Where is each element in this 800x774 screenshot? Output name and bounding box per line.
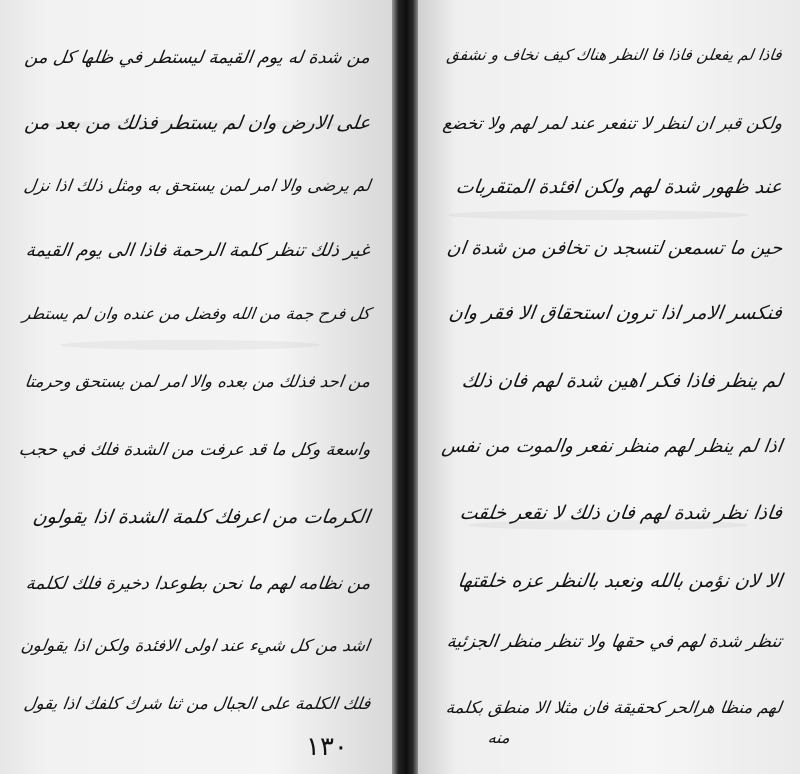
manuscript-line: فلك الكلمة على الجبال من ثنا شرك كلفك اذا يقول: [22, 694, 372, 713]
manuscript-line: من احد فذلك من بعده والا امر لمن يستحق وحرمتا: [23, 372, 372, 391]
manuscript-line: لم ينظر فاذا فكر اهين شدة لهم فان ذلك: [460, 370, 784, 392]
manuscript-line: فنكسر الامر اذا ترون استحقاق الا فقر وان: [447, 302, 784, 324]
manuscript-line: عند ظهور شدة لهم ولكن افئدة المتقربات: [454, 176, 784, 198]
book-gutter: [392, 0, 418, 774]
manuscript-line: على الارض وان لم يستطر فذلك من بعد من: [22, 112, 372, 134]
manuscript-line: من شدة له يوم القيمة ليستطر في ظلها كل من: [23, 48, 372, 68]
right-page-text: [418, 0, 800, 774]
manuscript-line: ولكن قبر ان لنظر لا تنفعر عند لمر لهم ولا تخضع: [441, 114, 784, 134]
manuscript-line: اشد من كل شيء عند اولى الافئدة ولكن اذا يقولون: [19, 636, 372, 655]
manuscript-line: غير ذلك تنظر كلمة الرحمة فاذا الى يوم القيمة: [24, 240, 372, 261]
right-page: [418, 0, 800, 774]
manuscript-line: فاذا لم يفعلن فاذا فا النظر هناك كيف نخاف و نشفق: [446, 46, 784, 64]
manuscript-line: كل فرح جمة من الله وفضل من عنده وان لم يستطر: [21, 304, 372, 323]
manuscript-line: واسعة وكل ما قد عرفت من الشدة فلك في حجب: [17, 440, 372, 460]
left-page-text: [0, 0, 392, 774]
left-page: [0, 0, 392, 774]
manuscript-line: اذا لم ينظر لهم منظر نفعر والموت من نفس: [440, 436, 784, 457]
manuscript-line: حين ما تسمعن لتسجد ن تخافن من شدة ان: [445, 238, 784, 259]
manuscript-line: من نظامه لهم ما نحن بطوعدا دخيرة فلك لكلمة: [24, 574, 372, 594]
folio-number: ١٣٠: [306, 732, 348, 762]
manuscript-line: فاذا نظر شدة لهم فان ذلك لا نقعر خلقت: [458, 502, 784, 524]
manuscript-line: لهم منظا هرالحر كحقيقة فان مثلا الا منطق بكلمة: [445, 698, 784, 717]
manuscript-line: الا لان نؤمن بالله ونعبد بالنظر عزه خلقتها: [456, 570, 784, 592]
catchword: منه: [486, 728, 512, 747]
manuscript-line: الكرمات من اعرفك كلمة الشدة اذا يقولون: [31, 506, 372, 528]
manuscript-line: تنظر شدة لهم في حقها ولا تنظر منظر الجزئية: [445, 632, 784, 652]
manuscript-line: لم يرضى والا امر لمن يستحق به ومثل ذلك اذا نزل: [22, 176, 372, 195]
